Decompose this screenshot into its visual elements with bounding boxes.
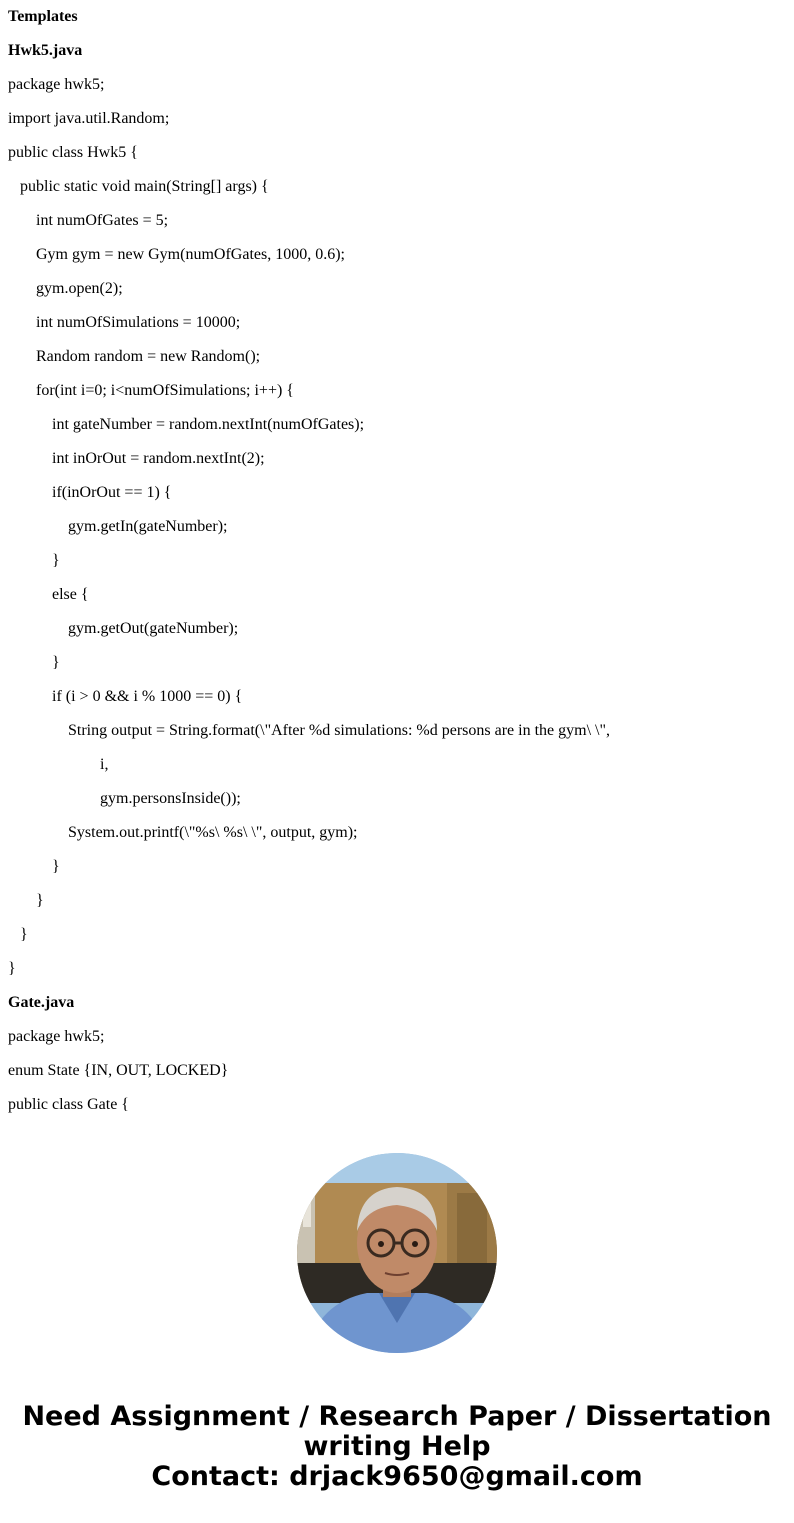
code-line: } <box>20 926 28 943</box>
code-line: System.out.printf(\"%s\ %s\ \", output, gym); <box>68 824 358 841</box>
code-line: else { <box>52 586 89 603</box>
code-line: int gateNumber = random.nextInt(numOfGates); <box>52 416 365 433</box>
code-line: public class Hwk5 { <box>8 144 138 161</box>
code-line: String output = String.format(\"After %d simulations: %d persons are in the gym\ \", <box>68 722 611 739</box>
code-line: int numOfSimulations = 10000; <box>36 314 241 331</box>
avatar-photo <box>297 1153 497 1353</box>
code-line: } <box>52 552 60 569</box>
code-line: Random random = new Random(); <box>36 348 261 365</box>
code-line: gym.getOut(gateNumber); <box>68 620 239 637</box>
code-line: } <box>52 858 60 875</box>
code-line: public static void main(String[] args) { <box>20 178 269 195</box>
promo-banner <box>0 1402 794 1492</box>
section-heading: Templates <box>8 8 78 25</box>
code-line: for(int i=0; i<numOfSimulations; i++) { <box>36 382 294 399</box>
code-line: i, <box>100 756 109 773</box>
promo-line-1: Need Assignment / Research Paper / Dissertation <box>22 1401 772 1432</box>
code-line: if(inOrOut == 1) { <box>52 484 172 501</box>
code-line: package hwk5; <box>8 1028 105 1045</box>
code-line: gym.personsInside()); <box>100 790 241 807</box>
code-line: int numOfGates = 5; <box>36 212 169 229</box>
code-line: } <box>36 892 44 909</box>
code-line: package hwk5; <box>8 76 105 93</box>
author-avatar <box>297 1153 497 1353</box>
code-line: import java.util.Random; <box>8 110 170 127</box>
code-line: gym.getIn(gateNumber); <box>68 518 228 535</box>
code-line: public class Gate { <box>8 1096 129 1113</box>
code-line: Gym gym = new Gym(numOfGates, 1000, 0.6); <box>36 246 345 263</box>
code-line: } <box>8 960 16 977</box>
section-heading: Gate.java <box>8 994 75 1011</box>
code-line: int inOrOut = random.nextInt(2); <box>52 450 265 467</box>
code-line: gym.open(2); <box>36 280 123 297</box>
section-heading: Hwk5.java <box>8 42 83 59</box>
promo-line-2: writing Help <box>303 1431 491 1462</box>
code-line: enum State {IN, OUT, LOCKED} <box>8 1062 229 1079</box>
code-line: if (i > 0 && i % 1000 == 0) { <box>52 688 243 705</box>
promo-contact: Contact: drjack9650@gmail.com <box>151 1461 643 1492</box>
code-line: } <box>52 654 60 671</box>
